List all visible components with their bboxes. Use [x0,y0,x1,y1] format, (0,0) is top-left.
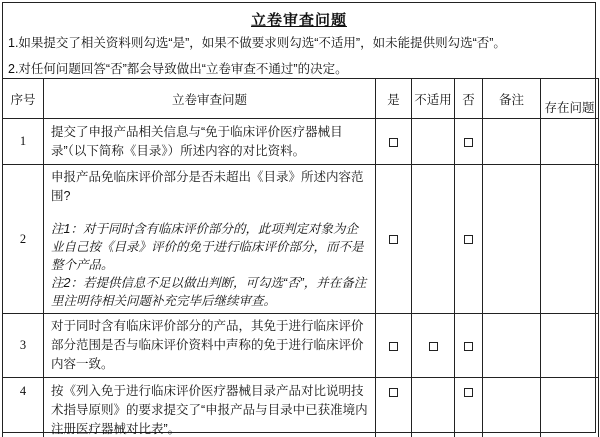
review-table [2,78,599,437]
no-cell [455,165,483,314]
checkbox-row1-no[interactable] [464,138,473,147]
instruction-note-1: 1.如果提交了相关资料则勾选“是”，如果不做要求则勾选“不适用”，如未能提供则勾选“否”。 [8,36,506,50]
yes-cell [376,119,412,165]
question-note-2: 注2：若提供信息不足以做出判断，可勾选“否”，并在备注里注明待相关问题补充完毕后继续审查。 [51,276,367,308]
instruction-note-2: 2.对任何问题回答“否”都会导致做出“立卷审查不通过”的决定。 [8,62,348,76]
issue-cell [541,378,599,437]
checkbox-row3-yes[interactable] [389,342,398,351]
question-cell: 按《列入免于进行临床评价医疗器械目录产品对比说明技术指导原则》的要求提交了“申报产品与目录中已获准境内注册医疗器械对比表”。 [44,378,376,437]
yes-cell [376,378,412,437]
remark-cell [483,165,541,314]
checkbox-row2-yes[interactable] [389,235,398,244]
checkbox-row4-yes[interactable] [389,388,398,397]
question-note-1: 注1：对于同时含有临床评价部分的，此项判定对象为企业自己按《目录》评价的免于进行临床评价部分，而不是整个产品。 [51,222,364,272]
question-cell: 对于同时含有临床评价部分的产品，其免于进行临床评价部分范围是否与临床评价资料中声称的免于进行临床评价内容一致。 [44,314,376,378]
issue-cell [541,165,599,314]
question-cell: 提交了申报产品相关信息与“免于临床评价医疗器械目录”（以下简称《目录》）所述内容的对比资料。 [44,119,376,165]
row-number: 4 [3,378,44,437]
row-number: 1 [3,119,44,165]
table-row [3,378,599,437]
row-number: 3 [3,314,44,378]
yes-cell [376,314,412,378]
checkbox-row3-na[interactable] [429,342,438,351]
issue-cell [541,314,599,378]
question-cell: 申报产品免临床评价部分是否未超出《目录》所述内容范围? 注1：对于同时含有临床评价部分的，此项判定对象为企业自己按《目录》评价的免于进行临床评价部分，而不是整个产品。 注2：若提供信息不足以做出判断，可勾选“否”，并在备注里注明待相关问题补充完毕后继续审查。 [44,165,376,314]
checkbox-row2-no[interactable] [464,235,473,244]
header-remark: 备注 [483,79,541,119]
header-num: 序号 [3,79,44,119]
header-issue: 存在问题 [541,79,599,119]
checkbox-row1-yes[interactable] [389,138,398,147]
document-border [2,2,596,436]
row-number: 2 [3,165,44,314]
table-header-row [3,79,599,119]
no-cell [455,314,483,378]
checkbox-row3-no[interactable] [464,342,473,351]
yes-cell [376,165,412,314]
remark-cell [483,378,541,437]
na-cell [412,314,455,378]
header-no: 否 [455,79,483,119]
table-row [3,314,599,378]
na-cell [412,378,455,437]
remark-cell [483,119,541,165]
page-title: 立卷审查问题 [250,12,347,29]
table-row [3,165,599,314]
checkbox-row4-no[interactable] [464,388,473,397]
table-row [3,119,599,165]
na-cell [412,165,455,314]
no-cell [455,119,483,165]
remark-cell [483,314,541,378]
header-question: 立卷审查问题 [44,79,376,119]
header-na: 不适用 [412,79,455,119]
issue-cell [541,119,599,165]
header-yes: 是 [376,79,412,119]
no-cell [455,378,483,437]
na-cell [412,119,455,165]
